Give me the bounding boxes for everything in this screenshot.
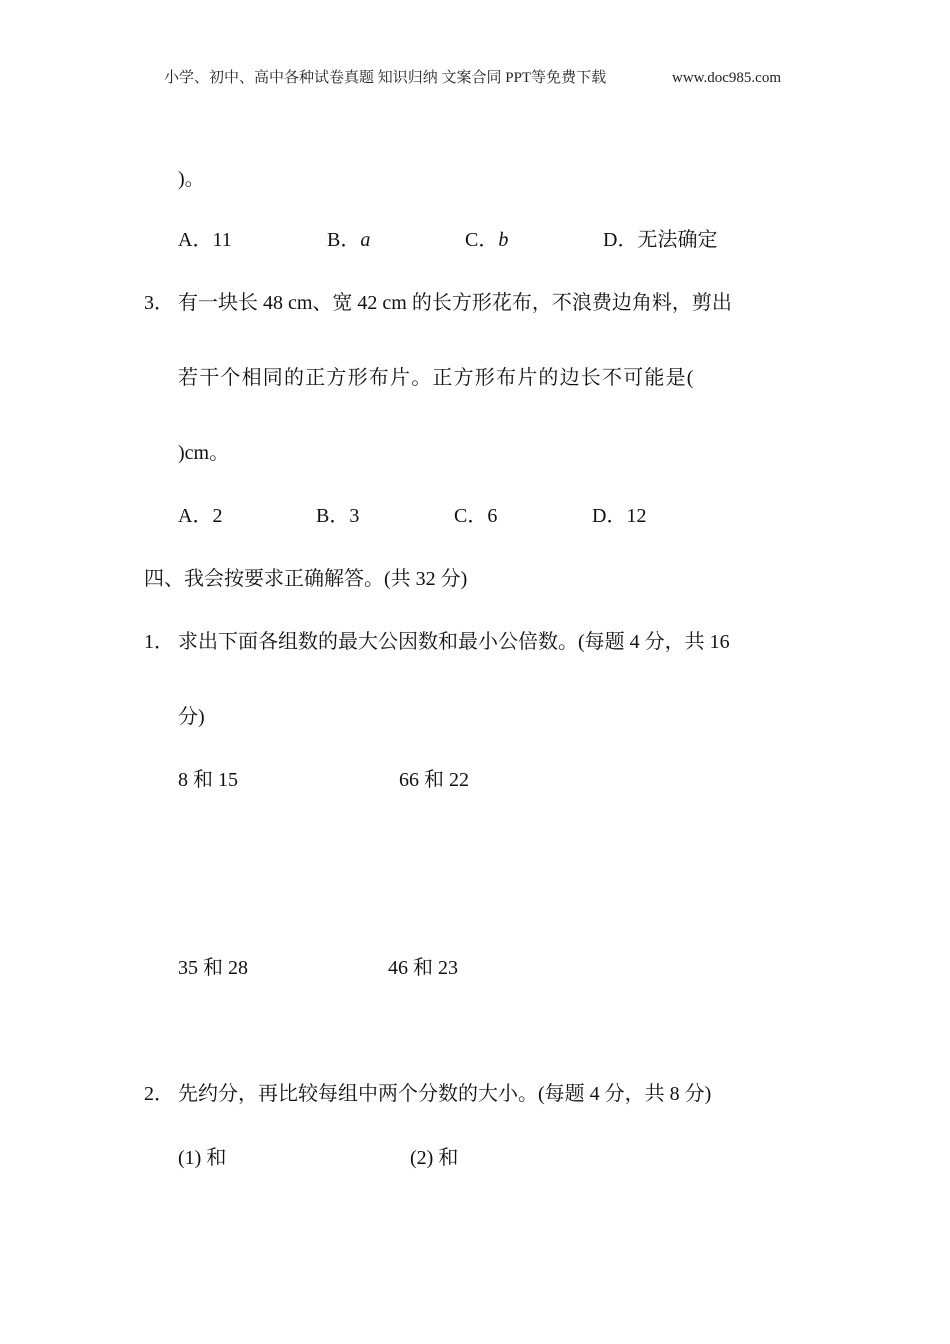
option-label: A．	[178, 505, 213, 527]
s4-q2-item-1: (1) 和	[178, 1147, 227, 1169]
s4-q1-item-4: 46 和 23	[388, 957, 458, 979]
q3-option-c	[454, 506, 497, 526]
q2-option-a	[178, 230, 232, 250]
option-label: A．	[178, 229, 213, 251]
s4-q2-item-2: (2) 和	[410, 1147, 459, 1169]
option-label: D．	[603, 229, 638, 251]
q3-number: 3．	[144, 292, 174, 314]
option-value: 6	[487, 505, 498, 527]
option-label: B．	[316, 505, 350, 527]
q3-line-1: 有一块长 48 cm、宽 42 cm 的长方形花布，不浪费边角料，剪出	[178, 292, 732, 314]
header-text: 小学、初中、高中各种试卷真题 知识归纳 文案合同 PPT等免费下载	[164, 70, 607, 86]
option-value: b	[498, 229, 509, 251]
q3-option-d	[592, 506, 646, 526]
s4-q1-item-3: 35 和 28	[178, 957, 248, 979]
q2-continuation: )。	[178, 168, 205, 190]
option-value: 3	[349, 505, 360, 527]
option-label: D．	[592, 505, 627, 527]
section-title: 四、我会按要求正确解答。(共 32 分)	[144, 568, 468, 590]
option-label: C．	[454, 505, 488, 527]
option-value: 12	[626, 505, 647, 527]
header-url: www.doc985.com	[672, 70, 782, 86]
s4-q1-item-2: 66 和 22	[399, 769, 469, 791]
option-label: C．	[465, 229, 499, 251]
s4-q2-text: 先约分，再比较每组中两个分数的大小。(每题 4 分，共 8 分)	[178, 1083, 712, 1105]
q2-option-b	[327, 230, 370, 250]
option-value: 11	[212, 229, 232, 251]
s4-q1-line-1: 求出下面各组数的最大公因数和最小公倍数。(每题 4 分，共 16	[178, 631, 730, 653]
q3-option-b	[316, 506, 359, 526]
q3-option-a	[178, 506, 222, 526]
option-label: B．	[327, 229, 361, 251]
option-value: 无法确定	[637, 229, 718, 251]
s4-q2-number: 2．	[144, 1083, 174, 1105]
option-value: 2	[212, 505, 223, 527]
q3-line-3: )cm。	[178, 442, 230, 464]
s4-q1-line-2: 分)	[178, 706, 205, 728]
option-value: a	[360, 229, 371, 251]
q2-option-c	[465, 230, 508, 250]
s4-q1-number: 1．	[144, 631, 174, 653]
q2-option-d	[603, 230, 717, 250]
s4-q1-item-1: 8 和 15	[178, 769, 238, 791]
q3-line-2: 若干个相同的正方形布片。正方形布片的边长不可能是(	[178, 367, 695, 389]
